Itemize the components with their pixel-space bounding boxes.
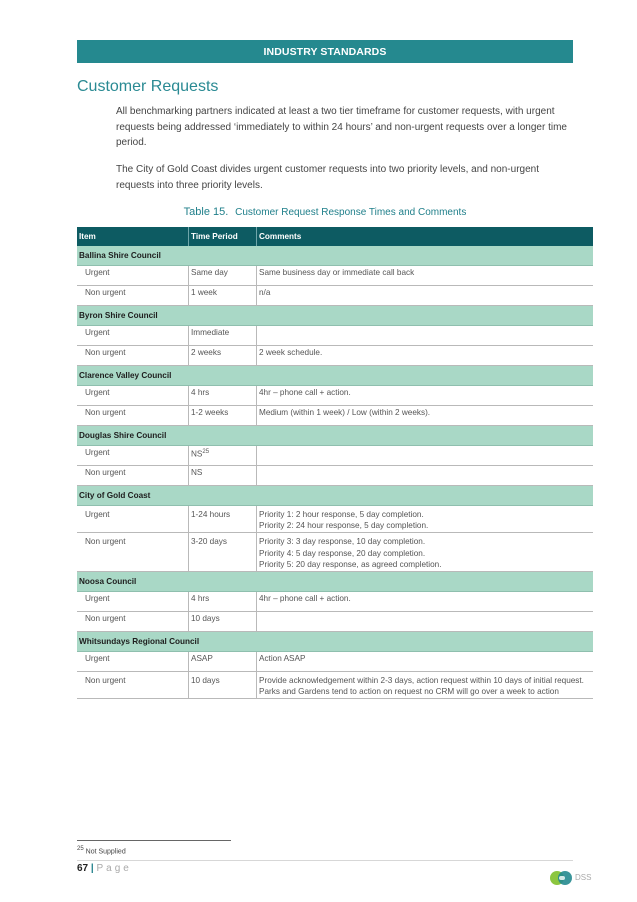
time-period-value: NS (191, 468, 203, 477)
row-time-period (189, 652, 257, 672)
row-time-period (189, 406, 257, 426)
time-period-value: NS (191, 449, 203, 459)
row-time-period (189, 446, 257, 466)
row-item: Non urgent (77, 533, 189, 572)
comment-line: Priority 3: 3 day response, 10 day completion. (259, 537, 426, 547)
row-comment: 2 week schedule. (257, 346, 594, 366)
row-comment (257, 533, 594, 572)
logo-text: DSS (575, 873, 592, 882)
table-row (77, 612, 593, 632)
response-times-table (77, 227, 593, 699)
row-time-period (189, 672, 257, 699)
footnote (77, 846, 126, 855)
footnote-reference: 25 (202, 449, 210, 455)
row-time-period (189, 326, 257, 346)
council-name: Clarence Valley Council (77, 366, 593, 386)
table-row (77, 652, 593, 672)
header-item: Item (77, 227, 189, 246)
row-item: Non urgent (77, 672, 189, 699)
page-word: Page (96, 863, 132, 874)
page-footer (77, 863, 132, 874)
row-comment: n/a (257, 286, 594, 306)
time-period-value: 1 week (191, 288, 217, 297)
table-row (77, 592, 593, 612)
comment-line: Priority 4: 5 day response, 20 day completion. (259, 548, 426, 558)
time-period-value: 4 hrs (191, 594, 210, 604)
table-group-row (77, 632, 593, 652)
table-caption (77, 206, 573, 218)
section-title: Customer Requests (77, 78, 219, 95)
row-comment (257, 446, 594, 466)
row-item: Non urgent (77, 346, 189, 366)
table-caption-number: Table 15. (183, 206, 229, 218)
time-period-value: 10 days (191, 614, 220, 624)
row-comment: 4hr – phone call + action. (257, 592, 594, 612)
row-comment: 4hr – phone call + action. (257, 386, 594, 406)
intro-paragraph: All benchmarking partners indicated at least a two tier timeframe for customer requests, with urgent requests being addressed ‘immediately to within 24 hours’ and non-urgent requests over a longer time period. (116, 106, 567, 148)
table-row (77, 266, 593, 286)
page-number: 67 (77, 863, 89, 874)
row-item: Non urgent (77, 612, 189, 632)
header-comments: Comments (257, 227, 594, 246)
table-group-row (77, 246, 593, 266)
comment-line: Priority 2: 24 hour response, 5 day completion. (259, 521, 429, 531)
council-name: Byron Shire Council (77, 306, 593, 326)
comment-line: Priority 5: 20 day response, as agreed completion. (259, 559, 442, 569)
footer-divider (77, 860, 573, 861)
gold-coast-paragraph: The City of Gold Coast divides urgent customer requests into two priority levels, and non-urgent requests into three priority levels. (116, 164, 539, 191)
row-time-period (189, 533, 257, 572)
table-group-row (77, 486, 593, 506)
table-header-row (77, 227, 593, 246)
time-period-value: 1-24 hours (191, 510, 231, 519)
table-row (77, 466, 593, 486)
table-group-row (77, 426, 593, 446)
row-comment: Action ASAP (257, 652, 594, 672)
time-period-value: 10 days (191, 676, 220, 686)
table-row (77, 346, 593, 366)
row-time-period (189, 592, 257, 612)
row-item: Urgent (77, 326, 189, 346)
row-item: Urgent (77, 266, 189, 286)
comment-line: Provide acknowledgement within 2-3 days, action request within 10 days of initial request. (259, 676, 584, 686)
table-group-row (77, 366, 593, 386)
table-caption-title: Customer Request Response Times and Comments (235, 207, 467, 218)
row-time-period (189, 286, 257, 306)
council-name: City of Gold Coast (77, 486, 593, 506)
time-period-value: 2 weeks (191, 348, 222, 357)
time-period-value: 3-20 days (191, 537, 227, 547)
header-time-period: Time Period (189, 227, 257, 246)
row-comment (257, 506, 594, 533)
row-item: Non urgent (77, 406, 189, 426)
row-item: Urgent (77, 592, 189, 612)
row-item: Non urgent (77, 466, 189, 486)
footnote-divider (77, 840, 231, 841)
row-time-period (189, 466, 257, 486)
council-name: Noosa Council (77, 572, 593, 592)
row-item: Urgent (77, 652, 189, 672)
comment-line: Parks and Gardens tend to action on request no CRM will go over a week to action (259, 687, 559, 697)
table-group-row (77, 572, 593, 592)
table-row (77, 386, 593, 406)
footnote-marker: 25 (77, 846, 84, 852)
row-comment (257, 612, 594, 632)
table-row (77, 446, 593, 466)
table-row (77, 506, 593, 533)
page-separator: | (90, 863, 94, 874)
row-comment (257, 466, 594, 486)
row-comment: Same business day or immediate call back (257, 266, 594, 286)
time-period-value: ASAP (191, 654, 213, 664)
council-name: Douglas Shire Council (77, 426, 593, 446)
row-item: Urgent (77, 506, 189, 533)
section-banner: INDUSTRY STANDARDS (77, 40, 573, 63)
row-time-period (189, 266, 257, 286)
council-name: Whitsundays Regional Council (77, 632, 593, 652)
row-time-period (189, 612, 257, 632)
row-comment (257, 672, 594, 699)
row-time-period (189, 346, 257, 366)
table-row (77, 326, 593, 346)
table-row (77, 533, 593, 572)
row-time-period (189, 386, 257, 406)
table-row (77, 406, 593, 426)
time-period-value: 1-2 weeks (191, 408, 229, 417)
row-item: Non urgent (77, 286, 189, 306)
table-row (77, 672, 593, 699)
table-row (77, 286, 593, 306)
row-time-period (189, 506, 257, 533)
row-item: Urgent (77, 446, 189, 466)
row-comment (257, 326, 594, 346)
time-period-value: 4 hrs (191, 388, 210, 397)
comment-line: Priority 1: 2 hour response, 5 day completion. (259, 510, 424, 519)
table-group-row (77, 306, 593, 326)
council-name: Ballina Shire Council (77, 246, 593, 266)
footnote-text: Not Supplied (85, 848, 126, 856)
time-period-value: Same day (191, 268, 228, 277)
row-item: Urgent (77, 386, 189, 406)
time-period-value: Immediate (191, 328, 230, 337)
row-comment: Medium (within 1 week) / Low (within 2 weeks). (257, 406, 594, 426)
